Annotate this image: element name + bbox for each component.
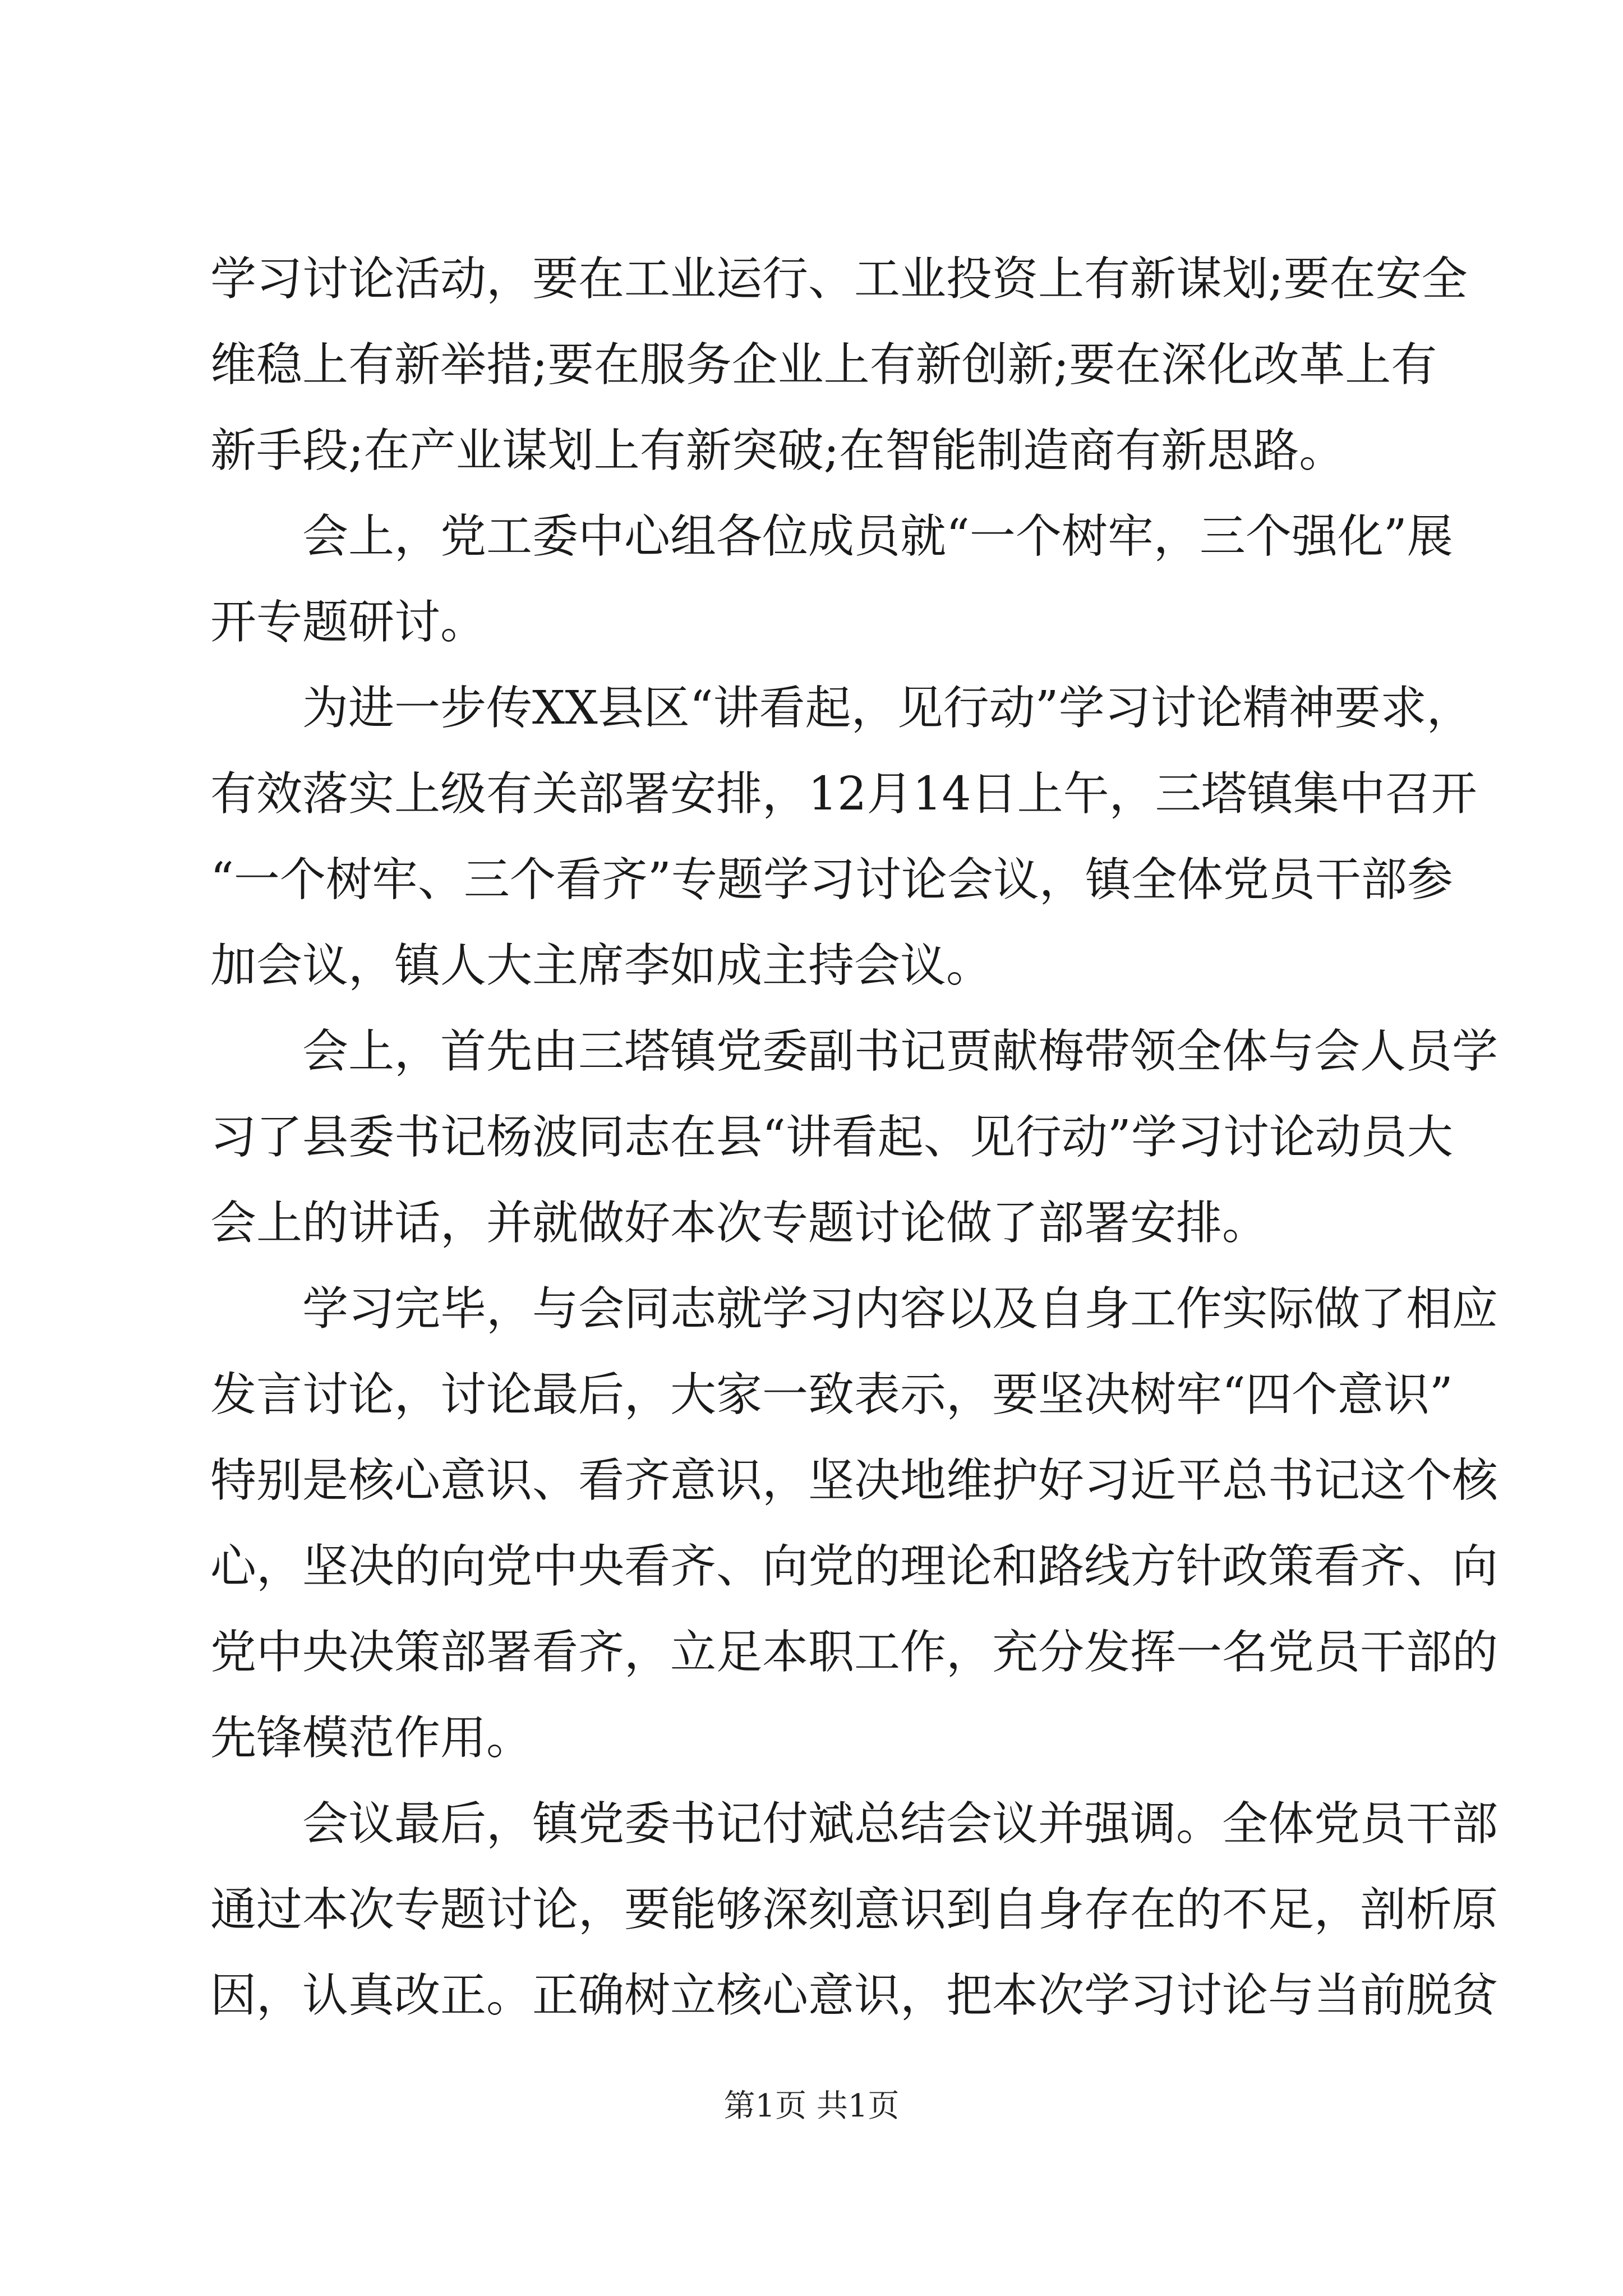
text-line: 通过本次专题讨论，要能够深刻意识到自身存在的不足，剖析原 bbox=[210, 1883, 1498, 1936]
text-line: 发言讨论，讨论最后，大家一致表示，要坚决树牢“四个意识” bbox=[210, 1368, 1453, 1421]
text-line: 习了县委书记杨波同志在县“讲看起、见行动”学习讨论动员大 bbox=[210, 1111, 1453, 1164]
text-line: 心，坚决的向党中央看齐、向党的理论和路线方针政策看齐、向 bbox=[210, 1540, 1498, 1593]
text-line: 新手段;在产业谋划上有新突破;在智能制造商有新思路。 bbox=[210, 424, 1345, 477]
text-line: 会上，党工委中心组各位成员就“一个树牢，三个强化”展 bbox=[210, 510, 1453, 563]
text-line: 特别是核心意识、看齐意识，坚决地维护好习近平总书记这个核 bbox=[210, 1454, 1498, 1507]
text-line: 学习讨论活动，要在工业运行、工业投资上有新谋划;要在安全 bbox=[210, 252, 1468, 306]
text-line: 会议最后，镇党委书记付斌总结会议并强调。全体党员干部 bbox=[210, 1797, 1498, 1851]
page-footer: 第1页 共1页 bbox=[723, 2088, 900, 2124]
text-line: 开专题研讨。 bbox=[210, 596, 487, 649]
text-line: 为进一步传XX县区“讲看起，见行动”学习讨论精神要求， bbox=[210, 682, 1473, 735]
text-line: 维稳上有新举措;要在服务企业上有新创新;要在深化改革上有 bbox=[210, 338, 1437, 392]
text-line: “一个树牢、三个看齐”专题学习讨论会议，镇全体党员干部参 bbox=[210, 853, 1453, 907]
text-line: 会上的讲话，并就做好本次专题讨论做了部署安排。 bbox=[210, 1197, 1269, 1250]
text-line: 加会议，镇人大主席李如成主持会议。 bbox=[210, 939, 993, 992]
text-line: 党中央决策部署看齐，立足本职工作，充分发挥一名党员干部的 bbox=[210, 1626, 1498, 1679]
text-line: 有效落实上级有关部署安排，12月14日上午，三塔镇集中召开 bbox=[210, 767, 1477, 821]
text-line: 先锋模范作用。 bbox=[210, 1711, 533, 1765]
text-line: 因，认真改正。正确树立核心意识，把本次学习讨论与当前脱贫 bbox=[210, 1969, 1498, 2022]
text-line: 学习完毕，与会同志就学习内容以及自身工作实际做了相应 bbox=[210, 1282, 1498, 1336]
text-line: 会上，首先由三塔镇党委副书记贾献梅带领全体与会人员学 bbox=[210, 1025, 1498, 1078]
